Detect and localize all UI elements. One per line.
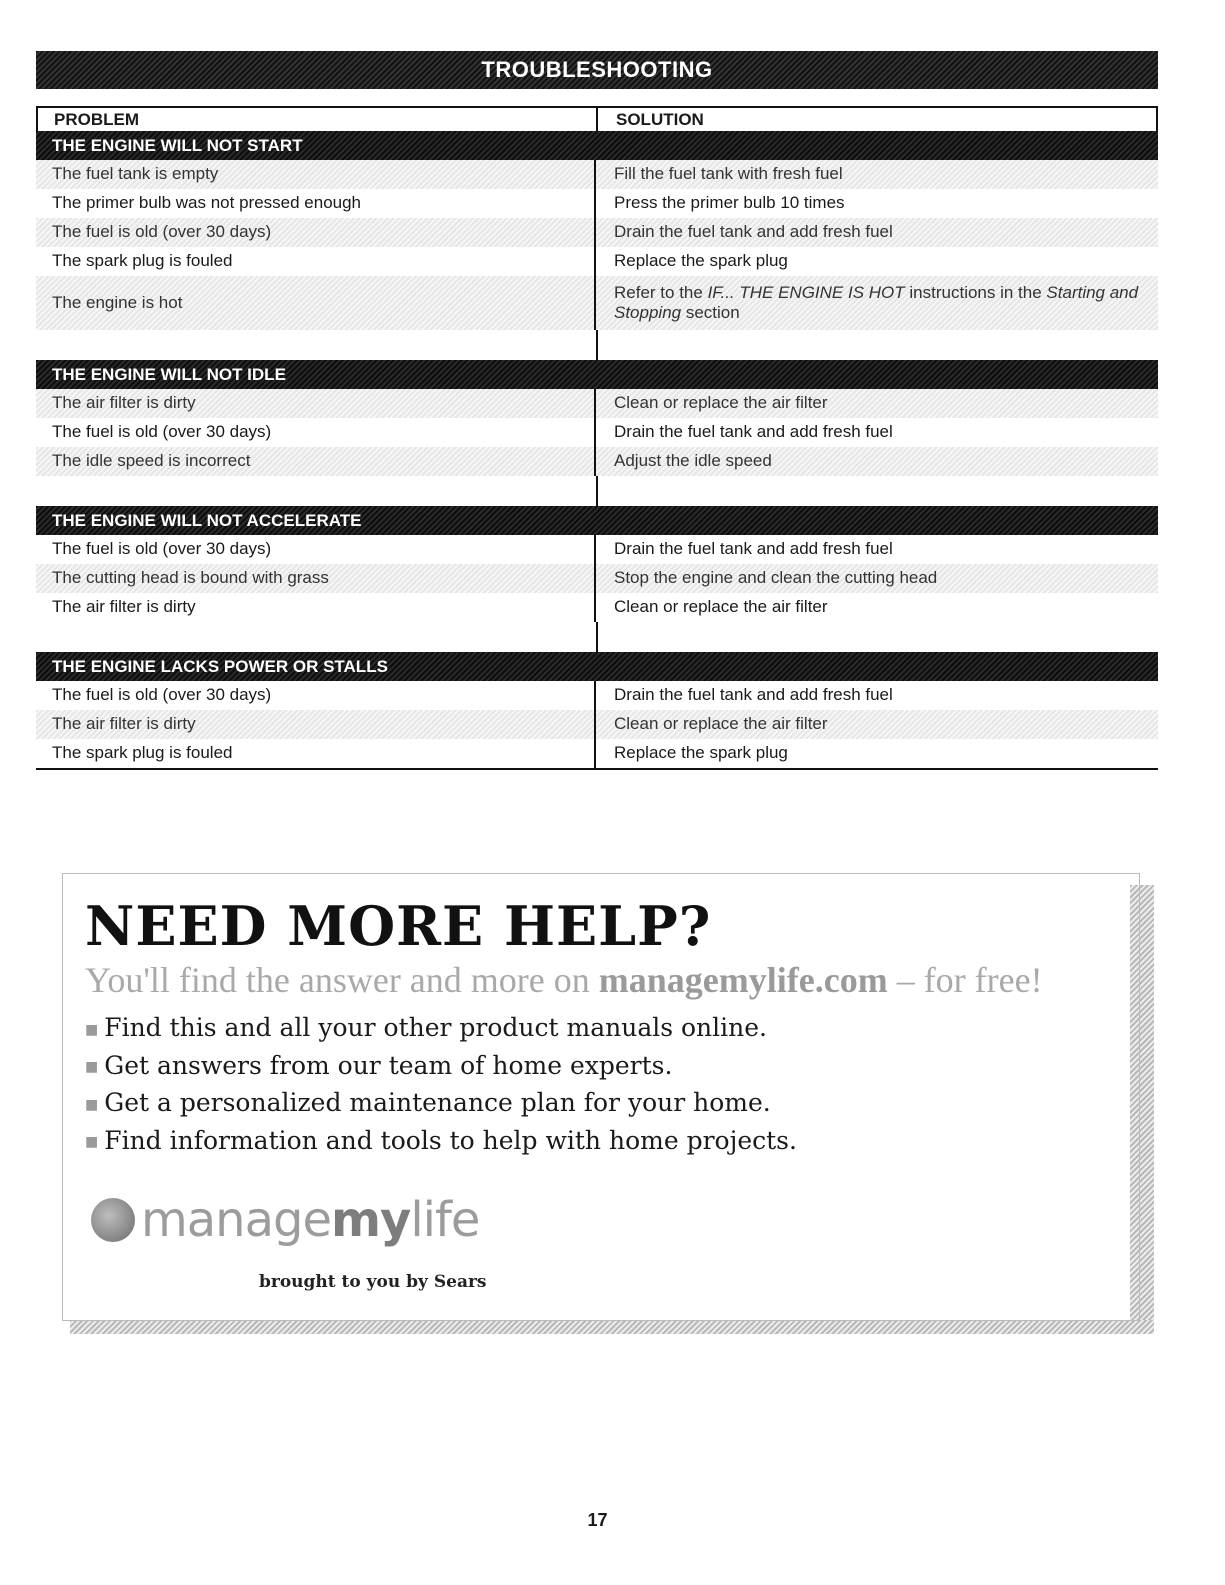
problem-cell: The air filter is dirty <box>36 389 596 418</box>
problem-cell <box>36 276 596 330</box>
logo-text-life: life <box>410 1192 480 1248</box>
solution-cell: Drain the fuel tank and add fresh fuel <box>596 218 1158 247</box>
problem-cell: The fuel is old (over 30 days) <box>36 681 596 710</box>
solution-cell: Fill the fuel tank with fresh fuel <box>596 160 1158 189</box>
section-spacer <box>36 476 1158 506</box>
brought-by-sears: brought to you by Sears <box>259 1272 487 1292</box>
help-heading: NEED MORE HELP? <box>85 894 712 958</box>
solution-cell: Drain the fuel tank and add fresh fuel <box>614 685 893 704</box>
table-row <box>36 218 1158 247</box>
solution-text-c: instructions in the <box>904 283 1047 302</box>
list-item <box>85 1048 797 1086</box>
tagline-text: You'll find the answer and more on <box>85 960 599 1000</box>
logo-wordmark <box>141 1192 479 1248</box>
list-item <box>85 1085 797 1123</box>
section-title: THE ENGINE WILL NOT START <box>36 131 1158 160</box>
table-row <box>36 389 1158 418</box>
bullet-icon: ■ <box>85 1021 99 1038</box>
problem-cell: The fuel tank is empty <box>36 160 596 189</box>
problem-cell: The fuel is old (over 30 days) <box>36 535 596 564</box>
table-row <box>36 160 1158 189</box>
problem-cell: The spark plug is fouled <box>36 739 596 768</box>
help-tagline <box>85 959 1043 1001</box>
list-item <box>85 1123 797 1161</box>
solution-cell: Clean or replace the air filter <box>596 710 1158 739</box>
solution-text-a: Refer to the <box>614 283 708 302</box>
section-spacer <box>36 622 1158 652</box>
table-row <box>36 710 1158 739</box>
troubleshooting-banner: TROUBLESHOOTING <box>36 51 1158 89</box>
table-row <box>36 739 1158 768</box>
table-row <box>36 535 1158 564</box>
problem-cell: The fuel is old (over 30 days) <box>36 218 596 247</box>
table-row <box>36 276 1158 330</box>
problem-cell: The cutting head is bound with grass <box>36 564 596 593</box>
bullet-icon: ■ <box>85 1096 99 1113</box>
table-row <box>36 447 1158 476</box>
managemylife-logo <box>91 1192 479 1248</box>
section-title: THE ENGINE LACKS POWER OR STALLS <box>36 652 1158 681</box>
logo-text-my: my <box>331 1192 411 1248</box>
solution-cell: Drain the fuel tank and add fresh fuel <box>614 422 893 441</box>
tagline-text-end: – for free! <box>887 960 1043 1000</box>
solution-text-e: section <box>681 303 740 322</box>
troubleshooting-table <box>36 106 1158 770</box>
solution-column-header: SOLUTION <box>616 110 704 129</box>
page-number: 17 <box>587 1510 608 1530</box>
logo-text-manage: manage <box>141 1192 332 1248</box>
solution-cell: Drain the fuel tank and add fresh fuel <box>614 539 893 558</box>
table-bottom-rule <box>36 768 1158 770</box>
tagline-site-link: managemylife.com <box>598 960 888 1000</box>
solution-cell: Clean or replace the air filter <box>596 389 1158 418</box>
section-title: THE ENGINE WILL NOT ACCELERATE <box>36 506 1158 535</box>
list-item-text: Get answers from our team of home experts. <box>104 1050 673 1080</box>
bullet-icon: ■ <box>85 1134 99 1150</box>
list-item-text: Find information and tools to help with home projects. <box>104 1125 797 1155</box>
table-row <box>36 247 1158 276</box>
problem-cell: The fuel is old (over 30 days) <box>36 418 596 447</box>
problem-text: The engine is hot <box>52 293 183 312</box>
help-box-shadow <box>70 1320 1154 1334</box>
solution-cell: Clean or replace the air filter <box>614 597 828 616</box>
solution-text-b: IF... THE ENGINE IS HOT <box>707 283 905 302</box>
table-row <box>36 593 1158 622</box>
problem-cell: The idle speed is incorrect <box>36 447 596 476</box>
section-spacer <box>36 330 1158 360</box>
table-row <box>36 681 1158 710</box>
list-item-text: Find this and all your other product manuals online. <box>104 1013 767 1042</box>
table-row <box>36 189 1158 218</box>
table-row <box>36 564 1158 593</box>
problem-cell: The spark plug is fouled <box>36 247 596 276</box>
solution-cell: Replace the spark plug <box>614 743 788 762</box>
problem-cell: The air filter is dirty <box>36 710 596 739</box>
problem-cell: The primer bulb was not pressed enough <box>36 189 596 218</box>
logo-circle-icon <box>91 1198 135 1242</box>
section-title: THE ENGINE WILL NOT IDLE <box>36 360 1158 389</box>
list-item <box>85 1010 797 1048</box>
table-header <box>36 106 1158 131</box>
solution-cell: Press the primer bulb 10 times <box>614 193 845 212</box>
solution-cell: Adjust the idle speed <box>596 447 1158 476</box>
problem-column-header: PROBLEM <box>38 108 598 131</box>
table-row <box>36 418 1158 447</box>
solution-cell <box>596 276 1158 330</box>
bullet-icon: ■ <box>85 1059 99 1075</box>
need-more-help-box <box>62 873 1140 1321</box>
problem-cell: The air filter is dirty <box>36 593 596 622</box>
solution-cell: Replace the spark plug <box>614 251 788 270</box>
list-item-text: Get a personalized maintenance plan for your home. <box>104 1088 771 1117</box>
solution-cell: Stop the engine and clean the cutting head <box>596 564 1158 593</box>
help-bullet-list <box>85 1010 797 1160</box>
solution-text-d: Starting and Stopping <box>614 283 1139 322</box>
